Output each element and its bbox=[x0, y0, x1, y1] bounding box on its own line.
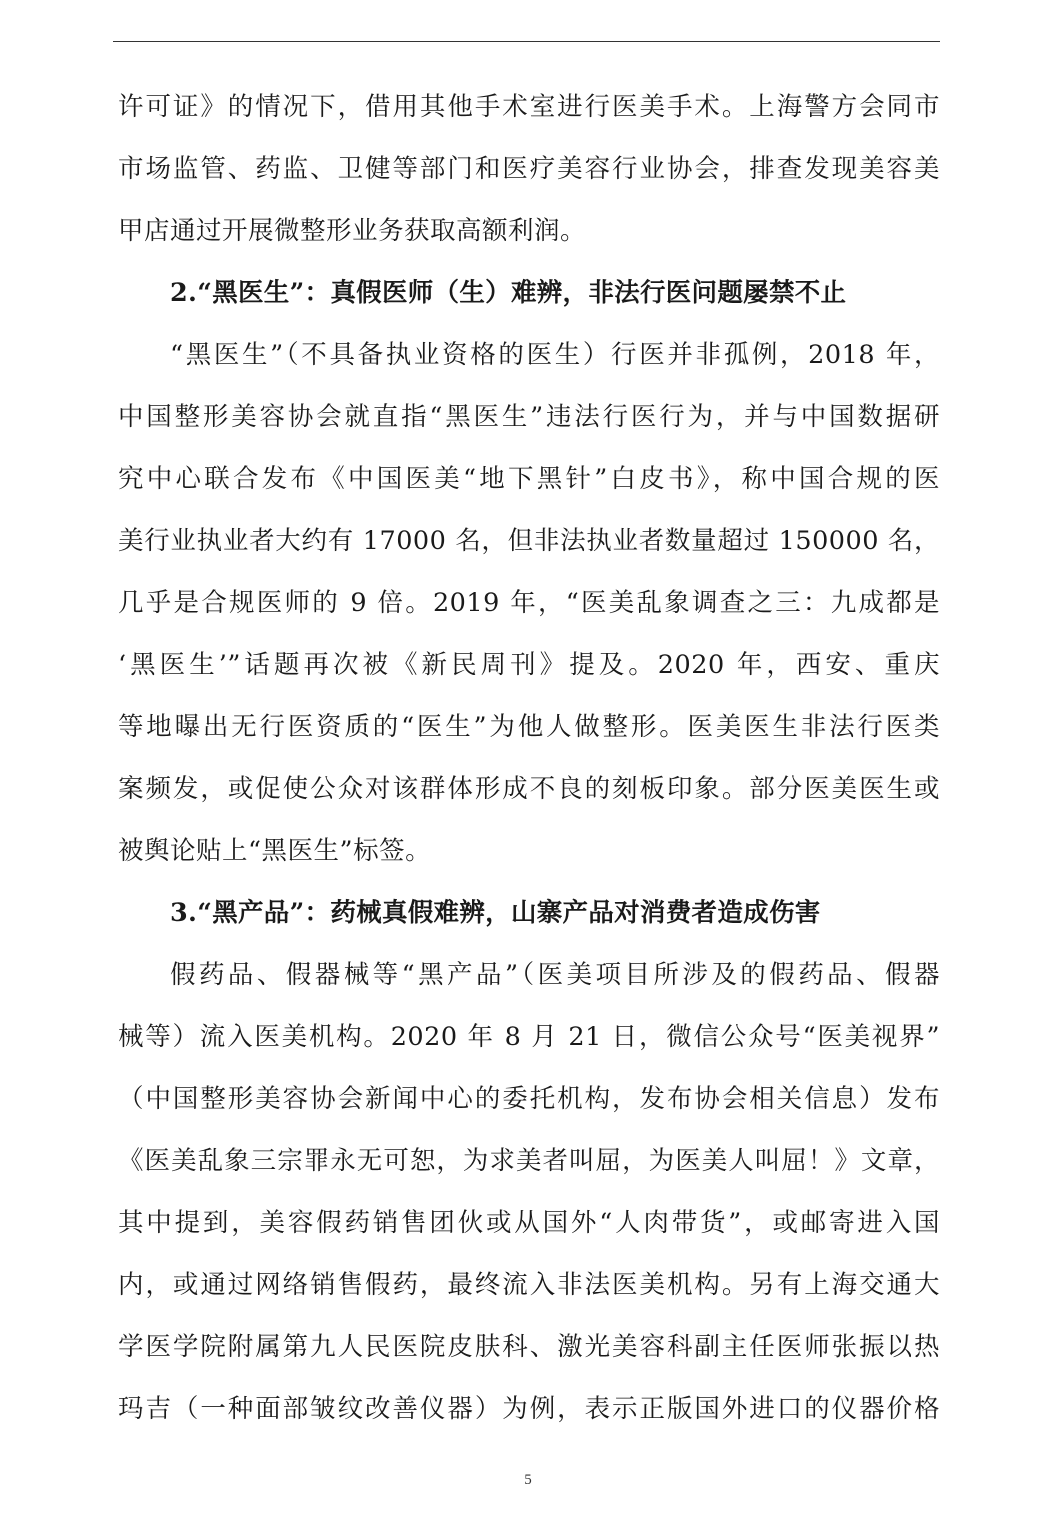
body-line: 等地曝出无行医资质的“医生”为他人做整形。医美医生非法行医类 bbox=[118, 712, 940, 742]
body-line: 市场监管、药监、卫健等部门和医疗美容行业协会，排查发现美容美 bbox=[118, 154, 940, 184]
body-line: （中国整形美容协会新闻中心的委托机构，发布协会相关信息）发布 bbox=[118, 1084, 940, 1114]
body-line: 其中提到，美容假药销售团伙或从国外“人肉带货”，或邮寄进入国 bbox=[118, 1208, 940, 1238]
body-line: 《医美乱象三宗罪永无可恕，为求美者叫屈，为医美人叫屈！》文章， bbox=[118, 1146, 940, 1176]
body-line: 中国整形美容协会就直指“黑医生”违法行医行为，并与中国数据研 bbox=[118, 402, 940, 432]
section-heading-2: 2.“黑医生”：真假医师（生）难辨，非法行医问题屡禁不止 bbox=[170, 278, 847, 308]
body-line: 内，或通过网络销售假药，最终流入非法医美机构。另有上海交通大 bbox=[118, 1270, 940, 1300]
header-rule bbox=[113, 41, 940, 42]
body-line: 几乎是合规医师的 9 倍。2019 年，“医美乱象调查之三：九成都是 bbox=[118, 588, 940, 618]
document-body bbox=[118, 76, 940, 1440]
body-line: 案频发，或促使公众对该群体形成不良的刻板印象。部分医美医生或 bbox=[118, 774, 940, 804]
body-line: 被舆论贴上“黑医生”标签。 bbox=[118, 836, 432, 866]
body-line: 究中心联合发布《中国医美“地下黑针”白皮书》，称中国合规的医 bbox=[118, 464, 940, 494]
section-heading-3: 3.“黑产品”：药械真假难辨，山寨产品对消费者造成伤害 bbox=[170, 898, 821, 928]
page-number: 5 bbox=[524, 1472, 532, 1488]
body-line: 许可证》的情况下，借用其他手术室进行医美手术。上海警方会同市 bbox=[118, 92, 940, 122]
body-line: ‘黑医生’”话题再次被《新民周刊》提及。2020 年，西安、重庆 bbox=[118, 650, 940, 680]
body-line: 假药品、假器械等“黑产品”（医美项目所涉及的假药品、假器 bbox=[170, 960, 940, 990]
body-line: 械等）流入医美机构。2020 年 8 月 21 日，微信公众号“医美视界” bbox=[118, 1022, 940, 1052]
body-line: 学医学院附属第九人民医院皮肤科、激光美容科副主任医师张振以热 bbox=[118, 1332, 940, 1362]
body-line: 玛吉（一种面部皱纹改善仪器）为例，表示正版国外进口的仪器价格 bbox=[118, 1394, 940, 1424]
body-line: 甲店通过开展微整形业务获取高额利润。 bbox=[118, 216, 587, 246]
body-line: 美行业执业者大约有 17000 名，但非法执业者数量超过 150000 名， bbox=[118, 526, 940, 556]
body-line: “黑医生”（不具备执业资格的医生）行医并非孤例，2018 年， bbox=[170, 340, 940, 370]
